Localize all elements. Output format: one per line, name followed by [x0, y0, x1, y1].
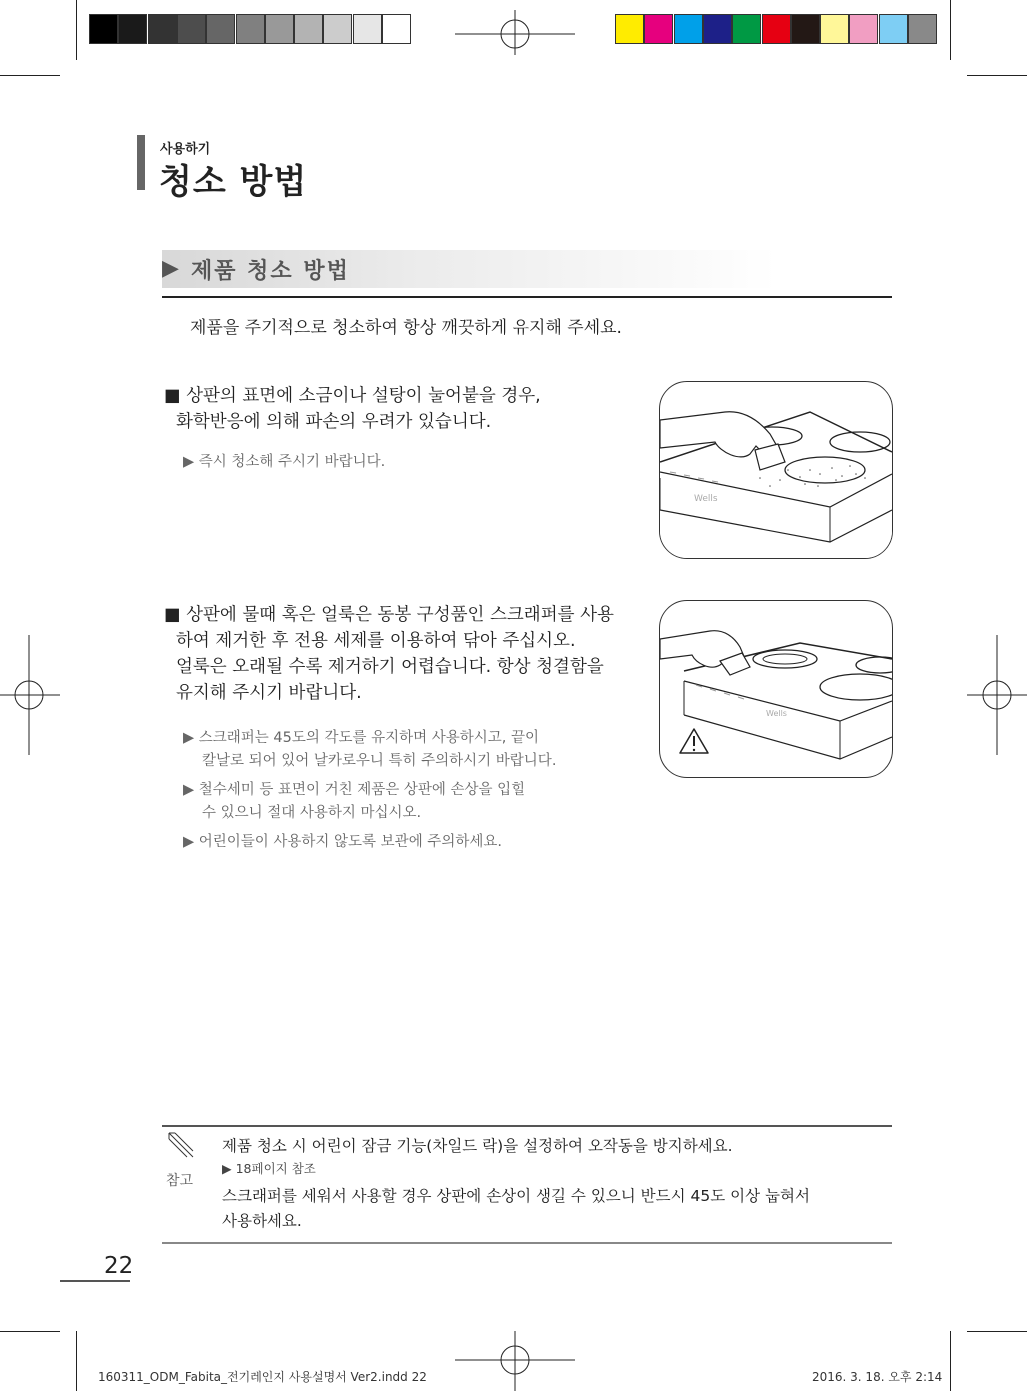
crop-mark — [76, 1331, 77, 1391]
footer-date: 2016. 3. 18. 오후 2:14 — [812, 1370, 943, 1384]
subsection-title: 제품 청소 방법 — [191, 259, 350, 284]
color-swatch — [615, 14, 644, 44]
color-swatch — [762, 14, 791, 44]
subitem-text: 어린이들이 사용하지 않도록 보관에 주의하세요. — [198, 834, 502, 850]
color-swatch — [732, 14, 761, 44]
intro-text: 제품을 주기적으로 청소하여 항상 깨끗하게 유지해 주세요. — [190, 318, 622, 338]
subsection-rule — [162, 296, 892, 298]
subitem-text: 칼날로 되어 있어 날카로우니 특히 주의하시기 바랍니다. — [202, 753, 557, 769]
color-swatch — [849, 14, 878, 44]
pencil-icon — [166, 1130, 196, 1160]
square-bullet-icon: ■ — [164, 386, 181, 406]
triangle-right-icon: ▶ — [183, 834, 195, 850]
square-bullet-icon: ■ — [164, 605, 181, 625]
subitem-text: 스크래퍼는 45도의 각도를 유지하며 사용하시고, 끝이 — [198, 730, 540, 746]
item-text: 하여 제거한 후 전용 세제를 이용하여 닦아 주십시오. — [176, 631, 576, 651]
crop-mark — [967, 75, 1027, 76]
footer-filename: 160311_ODM_Fabita_전기레인지 사용설명서 Ver2.indd 22 — [98, 1370, 427, 1384]
color-swatch — [674, 14, 703, 44]
cooktop-scraper-illustration — [659, 600, 893, 778]
triangle-right-icon: ▶ — [162, 256, 179, 281]
crop-mark — [0, 1331, 60, 1332]
page-title: 청소 방법 — [159, 162, 308, 202]
registration-target-right — [967, 635, 1027, 755]
crop-mark — [950, 0, 951, 60]
color-swatch — [177, 14, 206, 44]
item-text: 유지해 주시기 바랍니다. — [176, 683, 362, 703]
subitem-text: 즉시 청소해 주시기 바랍니다. — [198, 454, 386, 470]
page-number-rule — [60, 1280, 130, 1282]
color-swatch — [908, 14, 937, 44]
section-accent-bar — [137, 135, 145, 190]
item-text: 상판의 표면에 소금이나 설탕이 눌어붙을 경우, — [186, 386, 541, 406]
color-swatch — [236, 14, 265, 44]
list-item — [164, 602, 614, 706]
note-rule-top — [162, 1125, 892, 1127]
color-swatch — [703, 14, 732, 44]
subitem-text: 철수세미 등 표면이 거친 제품은 상판에 손상을 입힐 — [198, 782, 526, 798]
crop-mark — [967, 1331, 1027, 1332]
crop-mark — [76, 0, 77, 60]
color-swatch — [265, 14, 294, 44]
crop-mark — [950, 1331, 951, 1391]
registration-target-top — [455, 5, 575, 55]
list-subitem — [183, 451, 385, 474]
list-subitem — [183, 727, 556, 773]
color-swatch — [820, 14, 849, 44]
list-subitem — [183, 831, 502, 854]
brand-logo-text: Wells — [694, 494, 718, 504]
subitem-text: 수 있으니 절대 사용하지 마십시오. — [202, 805, 422, 821]
item-text: 상판에 물때 혹은 얼룩은 동봉 구성품인 스크래퍼를 사용 — [186, 605, 614, 625]
note-text: 사용하세요. — [222, 1212, 302, 1230]
color-swatch — [323, 14, 352, 44]
triangle-right-icon: ▶ — [183, 730, 195, 746]
triangle-right-icon: ▶ — [183, 782, 195, 798]
registration-target-bottom — [455, 1331, 575, 1391]
color-swatch — [644, 14, 673, 44]
registration-target-left — [0, 635, 60, 755]
item-text: 화학반응에 의해 파손의 우려가 있습니다. — [176, 412, 492, 432]
item-text: 얼룩은 오래될 수록 제거하기 어렵습니다. 항상 청결함을 — [176, 657, 604, 677]
note-label: 참고 — [166, 1173, 194, 1189]
color-swatch — [206, 14, 235, 44]
color-swatch — [148, 14, 177, 44]
triangle-right-icon: ▶ — [183, 454, 195, 470]
color-swatch — [791, 14, 820, 44]
note-text: 제품 청소 시 어린이 잠금 기능(차일드 락)을 설정하여 오작동을 방지하세요. — [222, 1137, 733, 1155]
note-text: 스크래퍼를 세워서 사용할 경우 상판에 손상이 생길 수 있으니 반드시 45도 이상 눕혀서 — [222, 1187, 810, 1205]
section-label: 사용하기 — [160, 142, 211, 157]
color-swatch — [879, 14, 908, 44]
color-swatch — [382, 14, 411, 44]
color-swatch — [353, 14, 382, 44]
color-swatch — [294, 14, 323, 44]
note-reference: ▶ 18페이지 참조 — [222, 1161, 316, 1176]
brand-logo-text: Wells — [766, 709, 787, 718]
note-rule-bottom — [162, 1242, 892, 1244]
crop-mark — [0, 75, 60, 76]
color-swatch — [89, 14, 118, 44]
list-item — [164, 383, 541, 435]
cooktop-wiping-illustration — [659, 381, 893, 559]
color-swatch — [118, 14, 147, 44]
list-subitem — [183, 779, 525, 825]
page-number: 22 — [104, 1253, 134, 1279]
